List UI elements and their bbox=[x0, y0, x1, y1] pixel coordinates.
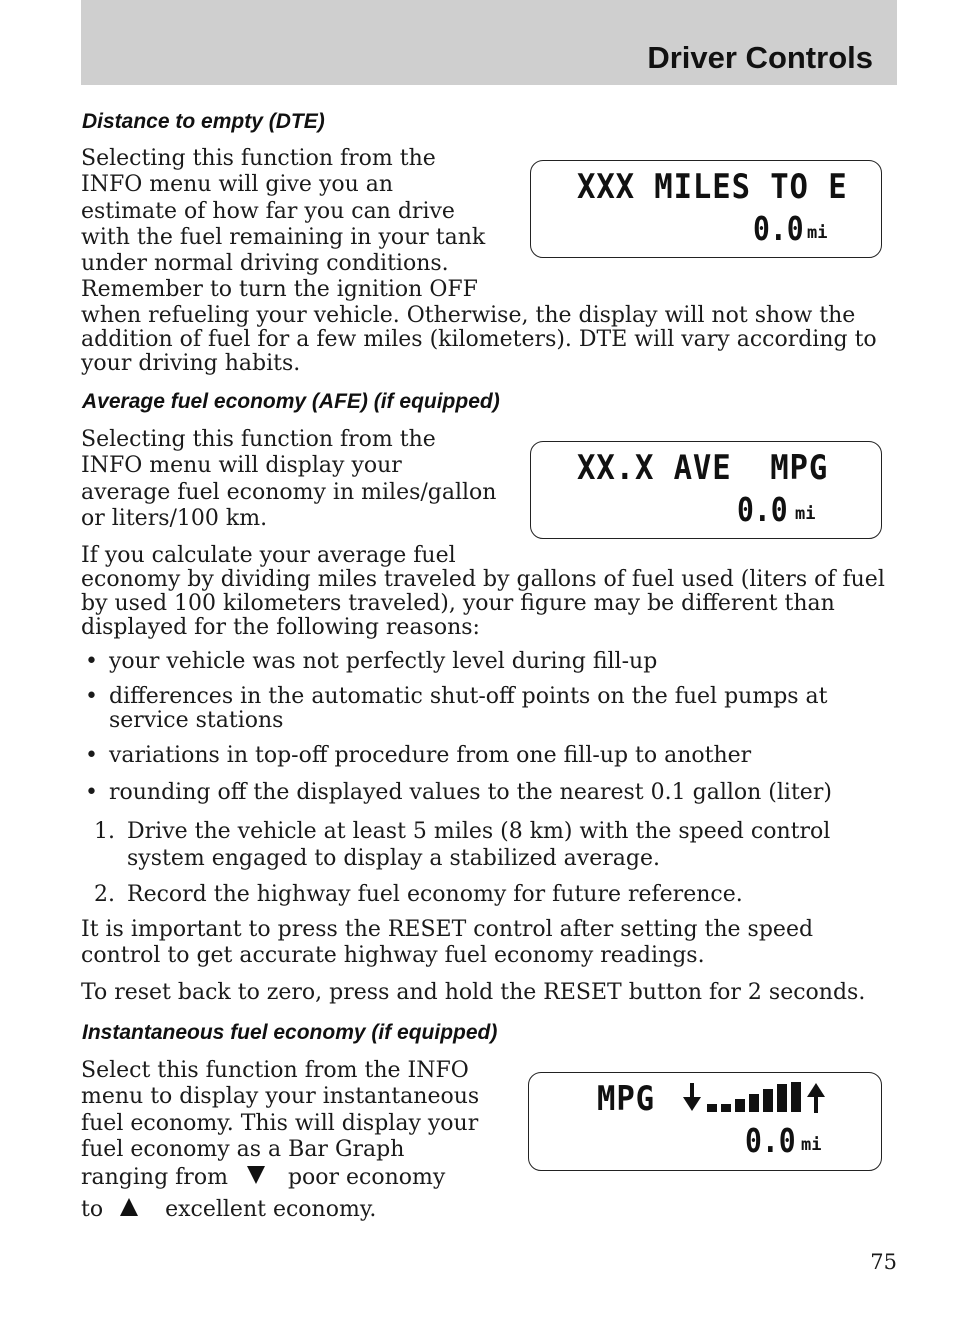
afe-display-unit: mi bbox=[795, 504, 816, 524]
bar-segment bbox=[707, 1104, 717, 1112]
step-text: Drive the vehicle at least 5 miles (8 km) with the speed control bbox=[127, 819, 831, 844]
afe-steps-list bbox=[81, 818, 901, 908]
bar-segments bbox=[707, 1082, 801, 1112]
text-line: average fuel economy in miles/gallon bbox=[81, 479, 497, 505]
ife-heading: Instantaneous fuel economy (if equipped) bbox=[82, 1021, 498, 1044]
to-text: to bbox=[81, 1197, 104, 1223]
dte-display-unit: mi bbox=[807, 223, 828, 243]
afe-heading: Average fuel economy (AFE) (if equipped) bbox=[82, 390, 500, 413]
afe-display-label: XX.X AVE MPG bbox=[577, 448, 829, 488]
page-section-title: Driver Controls bbox=[647, 40, 873, 75]
text-line: your driving habits. bbox=[81, 351, 301, 376]
text-line: Remember to turn the ignition OFF bbox=[81, 277, 478, 303]
bar-segment bbox=[735, 1099, 745, 1112]
ife-display-label: MPG bbox=[597, 1079, 655, 1119]
list-item: • differences in the automatic shut-off points on the fuel pumps at bbox=[81, 685, 901, 709]
dte-display-label: XXX MILES TO E bbox=[577, 167, 848, 207]
step-text: Record the highway fuel economy for future reference. bbox=[127, 882, 743, 907]
text-line: by used 100 kilometers traveled), your figure may be different than bbox=[81, 591, 835, 616]
afe-display bbox=[530, 441, 882, 539]
text-line bbox=[81, 1197, 479, 1223]
bar-up-arrow-icon bbox=[807, 1083, 825, 1113]
down-arrow-icon bbox=[247, 1166, 265, 1184]
ife-paragraph bbox=[81, 1058, 479, 1224]
bar-segment bbox=[777, 1084, 787, 1112]
dte-display bbox=[530, 160, 882, 258]
dte-display-value: 0.0 bbox=[753, 209, 804, 248]
step-number: 1. bbox=[94, 819, 115, 844]
text-line: when refueling your vehicle. Otherwise, the display will not show the bbox=[81, 303, 856, 328]
afe-display-value: 0.0 bbox=[737, 490, 788, 529]
reset-paragraph bbox=[81, 917, 813, 970]
text-line: fuel economy as a Bar Graph bbox=[81, 1136, 405, 1162]
step-item bbox=[81, 818, 901, 872]
text-line: or liters/100 km. bbox=[81, 505, 268, 531]
step-item bbox=[81, 881, 901, 908]
text-line: estimate of how far you can drive bbox=[81, 198, 455, 224]
up-arrow-icon bbox=[120, 1198, 138, 1216]
dte-heading: Distance to empty (DTE) bbox=[82, 110, 325, 133]
ife-display-unit: mi bbox=[801, 1135, 822, 1155]
text-line: control to get accurate highway fuel economy readings. bbox=[81, 943, 705, 969]
list-item: • variations in top-off procedure from one fill-up to another bbox=[81, 744, 901, 768]
afe-paragraph-wrapped bbox=[81, 427, 496, 532]
ife-display-value: 0.0 bbox=[745, 1121, 796, 1160]
dte-paragraph-wrapped bbox=[81, 146, 485, 304]
list-item: • your vehicle was not perfectly level during fill-up bbox=[81, 650, 901, 674]
afe-paragraph-2 bbox=[81, 544, 885, 640]
list-item-continuation: service stations bbox=[109, 708, 284, 733]
bar-segment bbox=[763, 1089, 773, 1112]
step-text: system engaged to display a stabilized average. bbox=[127, 846, 660, 871]
step-number: 2. bbox=[94, 882, 115, 907]
text-line: Select this function from the INFO bbox=[81, 1058, 469, 1083]
page-number: 75 bbox=[870, 1250, 897, 1274]
text-line bbox=[81, 1165, 479, 1191]
reset-hold-paragraph: To reset back to zero, press and hold the RESET button for 2 seconds. bbox=[81, 980, 866, 1005]
bar-segment bbox=[721, 1104, 731, 1112]
bar-segment bbox=[749, 1094, 759, 1112]
text-line: Selecting this function from the bbox=[81, 427, 436, 452]
fuel-economy-bar-graph bbox=[683, 1081, 827, 1115]
text-line: It is important to press the RESET control after setting the speed bbox=[81, 917, 814, 942]
excellent-economy-text: excellent economy. bbox=[165, 1197, 377, 1223]
text-line: displayed for the following reasons: bbox=[81, 615, 480, 640]
header-band bbox=[81, 0, 897, 85]
poor-economy-text: poor economy bbox=[287, 1165, 446, 1191]
ranging-from-text: ranging from bbox=[81, 1165, 228, 1191]
dte-paragraph-full bbox=[81, 304, 877, 376]
text-line: under normal driving conditions. bbox=[81, 251, 449, 277]
bar-segment bbox=[791, 1082, 801, 1112]
text-line: Selecting this function from the bbox=[81, 146, 436, 171]
text-line: economy by dividing miles traveled by gallons of fuel used (liters of fuel bbox=[81, 567, 885, 592]
text-line: menu to display your instantaneous bbox=[81, 1084, 480, 1110]
bar-down-arrow-icon bbox=[683, 1083, 701, 1111]
text-line: addition of fuel for a few miles (kilometers). DTE will vary according to bbox=[81, 327, 877, 352]
afe-reasons-list bbox=[81, 650, 901, 805]
ife-display bbox=[528, 1072, 882, 1171]
text-line: with the fuel remaining in your tank bbox=[81, 224, 486, 250]
text-line: If you calculate your average fuel bbox=[81, 543, 456, 568]
text-line: fuel economy. This will display your bbox=[81, 1110, 479, 1136]
list-item: • rounding off the displayed values to the nearest 0.1 gallon (liter) bbox=[81, 781, 901, 805]
text-line: INFO menu will display your bbox=[81, 453, 402, 479]
text-line: INFO menu will give you an bbox=[81, 172, 394, 198]
